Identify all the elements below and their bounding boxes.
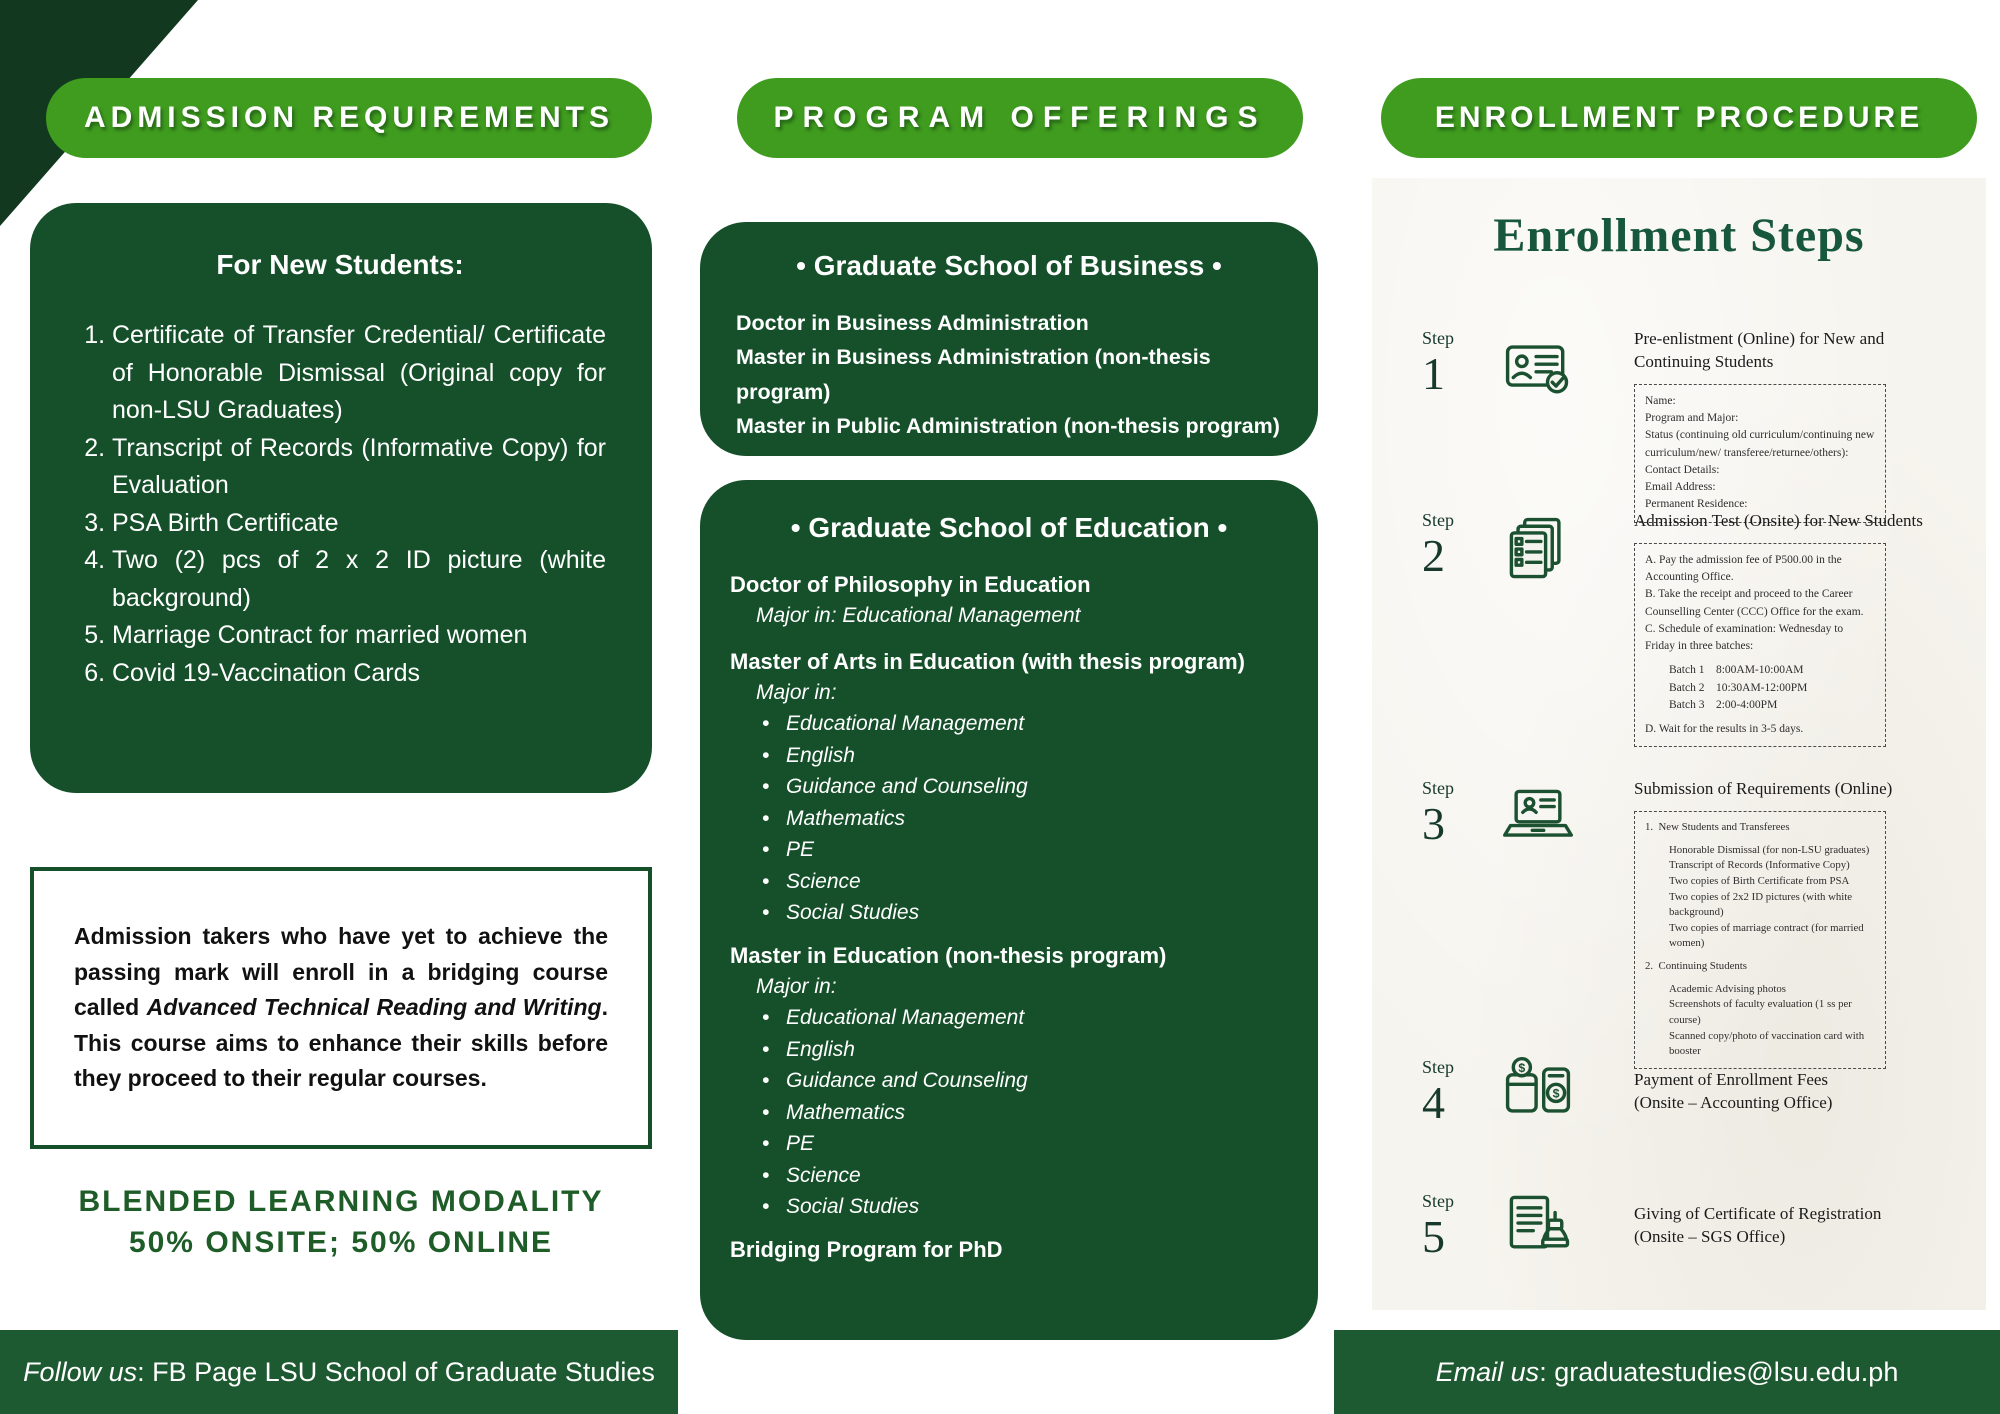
svg-text:$: $	[1552, 1086, 1560, 1101]
step-4-subtitle: (Onsite – Accounting Office)	[1634, 1092, 1833, 1112]
certificate-stamp-icon	[1500, 1184, 1634, 1267]
ma-major-item: • English	[762, 740, 1288, 772]
follow-us-text: : FB Page LSU School of Graduate Studies	[137, 1356, 655, 1387]
bridging-course-note-box	[30, 867, 652, 1149]
requirement-item: 6. Covid 19-Vaccination Cards	[112, 655, 606, 693]
med-major-item: • PE	[762, 1128, 1288, 1160]
business-program: Master in Public Administration (non-thesis program)	[736, 414, 1280, 439]
step-number: 4	[1422, 1077, 1445, 1128]
note-text-after: . This course aims to enhance their skills before they proceed to their regular courses.	[74, 994, 608, 1092]
step-3-title: Submission of Requirements (Online)	[1634, 779, 1893, 798]
step-word: Step	[1422, 1057, 1455, 1077]
step-detail-line: Email Address:	[1645, 481, 1716, 494]
step-2-label	[1422, 510, 1486, 747]
step-3-content	[1634, 778, 1936, 1069]
follow-us-bar	[0, 1330, 678, 1414]
business-card-title: • Graduate School of Business •	[796, 250, 1222, 281]
ma-major-label: Major in:	[756, 681, 837, 705]
payment-icon	[1500, 1050, 1634, 1133]
med-major-item: • Educational Management	[762, 1002, 1288, 1034]
requirement-item: 1. Certificate of Transfer Credential/ Certificate of Honorable Dismissal (Original copy for non-LSU Graduates)	[112, 317, 606, 430]
note-course-name: Advanced Technical Reading and Writing	[146, 994, 602, 1021]
step-detail-line: Academic Advising photos	[1669, 982, 1786, 995]
requirements-card-title: For New Students:	[216, 249, 464, 280]
ma-major-item: • PE	[762, 834, 1288, 866]
email-us-bar	[1334, 1330, 2000, 1414]
step-number: 3	[1422, 798, 1445, 849]
step-word: Step	[1422, 510, 1455, 530]
step-1-label	[1422, 328, 1486, 523]
step-3-label	[1422, 778, 1486, 1069]
requirement-item: 2. Transcript of Records (Informative Copy) for Evaluation	[112, 430, 606, 505]
step-1-title: Pre-enlistment (Online) for New and Continuing Students	[1634, 329, 1885, 371]
med-major-item: • English	[762, 1034, 1288, 1066]
phd-education-major: Major in: Educational Management	[756, 603, 1081, 627]
step-detail-line: Program and Major:	[1645, 412, 1739, 425]
med-major-item: • Mathematics	[762, 1097, 1288, 1129]
education-card-title: • Graduate School of Education •	[790, 512, 1228, 543]
enrollment-steps-paper	[1372, 178, 1986, 1310]
enrollment-step-4	[1422, 1050, 1936, 1133]
step-2-content	[1634, 510, 1936, 747]
step-number: 2	[1422, 530, 1445, 581]
step-4-content	[1634, 1069, 1936, 1115]
business-program: Doctor in Business Administration	[736, 311, 1089, 335]
new-students-requirements-card	[30, 203, 652, 793]
email-us-text: : graduatestudies@lsu.edu.ph	[1539, 1356, 1899, 1387]
step-detail-line: Batch 2 10:30AM-12:00PM	[1669, 681, 1808, 694]
enrollment-step-5	[1422, 1184, 1936, 1267]
step-detail-line: Batch 3 2:00-4:00PM	[1669, 698, 1778, 711]
bridging-course-note-text	[74, 919, 608, 1097]
bridging-program-title: Bridging Program for PhD	[730, 1236, 1003, 1262]
med-majors-list	[730, 1002, 1288, 1223]
ma-major-item: • Mathematics	[762, 803, 1288, 835]
admission-requirements-header: ADMISSION REQUIREMENTS	[46, 78, 652, 158]
note-text-before: Admission takers who have yet to achieve the passing mark will enroll in a bridging course called	[74, 922, 608, 1021]
step-1-details-box	[1634, 384, 1886, 523]
id-card-check-icon	[1500, 328, 1634, 523]
med-major-label: Major in:	[756, 974, 837, 998]
enrollment-steps-title: Enrollment Steps	[1493, 209, 1865, 262]
requirement-item: 5. Marriage Contract for married women	[112, 617, 606, 655]
svg-text:$: $	[1518, 1060, 1526, 1075]
step-detail-line: Status (continuing old curriculum/continuing new curriculum/new/ transferee/returnee/others):	[1645, 429, 1878, 459]
step-word: Step	[1422, 328, 1455, 348]
follow-us-label: Follow us	[23, 1356, 138, 1387]
step-detail-line: Batch 1 8:00AM-10:00AM	[1669, 664, 1804, 677]
step-detail-line: Scanned copy/photo of vaccination card with booster	[1669, 1029, 1867, 1058]
modality-line-2: 50% ONSITE; 50% ONLINE	[128, 1225, 554, 1259]
step-3-details-box	[1634, 811, 1886, 1069]
step-word: Step	[1422, 1191, 1455, 1211]
med-major-item: • Science	[762, 1160, 1288, 1192]
step-detail-line: Honorable Dismissal (for non-LSU graduates)	[1669, 843, 1870, 856]
step-2-details-box	[1634, 543, 1886, 748]
ma-major-item: • Guidance and Counseling	[762, 771, 1288, 803]
ma-major-item: • Educational Management	[762, 708, 1288, 740]
ma-education-title: Master of Arts in Education (with thesis program)	[730, 649, 1246, 675]
step-detail-line: Screenshots of faculty evaluation (1 ss per course)	[1669, 998, 1855, 1026]
email-us-label: Email us	[1435, 1356, 1540, 1387]
graduate-school-of-business-card	[700, 222, 1318, 456]
step-number: 5	[1422, 1211, 1445, 1262]
step-4-label	[1422, 1057, 1486, 1126]
med-education-title: Master in Education (non-thesis program)	[730, 942, 1167, 968]
requirement-item: 4. Two (2) pcs of 2 x 2 ID picture (white background)	[112, 542, 606, 617]
phd-education-title: Doctor of Philosophy in Education	[730, 572, 1091, 597]
laptop-profile-icon	[1500, 778, 1634, 1069]
stacked-documents-icon	[1500, 510, 1634, 747]
step-detail-line: C. Schedule of examination: Wednesday to Friday in three batches:	[1645, 622, 1847, 653]
modality-line-1: BLENDED LEARNING MODALITY	[78, 1185, 604, 1218]
enrollment-step-3	[1422, 778, 1936, 1069]
requirements-list	[74, 317, 606, 692]
step-detail-line: Transcript of Records (Informative Copy)	[1669, 859, 1850, 872]
med-major-item: • Guidance and Counseling	[762, 1065, 1288, 1097]
step-detail-line: Two copies of Birth Certificate from PSA	[1669, 874, 1850, 887]
step-2-title: Admission Test (Onsite) for New Students	[1634, 511, 1923, 530]
step-detail-line: B. Take the receipt and proceed to the Career Counselling Center (CCC) Office for the exam.	[1645, 588, 1864, 618]
ma-majors-list	[730, 708, 1288, 929]
enrollment-step-2	[1422, 510, 1936, 747]
step-5-title: Giving of Certificate of Registration	[1634, 1203, 1882, 1223]
step-4-title: Payment of Enrollment Fees	[1634, 1069, 1829, 1089]
step-5-label	[1422, 1191, 1486, 1260]
ma-major-item: • Social Studies	[762, 897, 1288, 929]
step-word: Step	[1422, 778, 1455, 798]
step-detail-line: A. Pay the admission fee of P500.00 in the Accounting Office.	[1645, 553, 1845, 584]
step-1-content	[1634, 328, 1936, 523]
med-major-item: • Social Studies	[762, 1191, 1288, 1223]
enrollment-step-1	[1422, 328, 1936, 523]
business-program: Master in Business Administration (non-thesis program)	[736, 345, 1211, 404]
step-detail-line: Two copies of marriage contract (for married women)	[1669, 921, 1867, 950]
step-5-content	[1634, 1203, 1936, 1249]
program-offerings-header: PROGRAM OFFERINGS	[737, 78, 1303, 158]
step-detail-line: 2. Continuing Students	[1645, 960, 1747, 973]
learning-modality	[30, 1182, 652, 1263]
step-detail-line: Name:	[1645, 394, 1676, 407]
graduate-school-of-education-card	[700, 480, 1318, 1340]
step-number: 1	[1422, 348, 1445, 399]
step-5-subtitle: (Onsite – SGS Office)	[1634, 1226, 1786, 1246]
step-detail-line: D. Wait for the results in 3-5 days.	[1645, 723, 1804, 736]
step-detail-line: Contact Details:	[1645, 463, 1720, 476]
enrollment-procedure-header: ENROLLMENT PROCEDURE	[1381, 78, 1977, 158]
requirement-item: 3. PSA Birth Certificate	[112, 505, 606, 543]
step-detail-line: Two copies of 2x2 ID pictures (with white background)	[1669, 890, 1855, 919]
step-detail-line: 1. New Students and Transferees	[1645, 820, 1790, 833]
step-detail-line: Permanent Residence:	[1645, 498, 1748, 511]
ma-major-item: • Science	[762, 866, 1288, 898]
